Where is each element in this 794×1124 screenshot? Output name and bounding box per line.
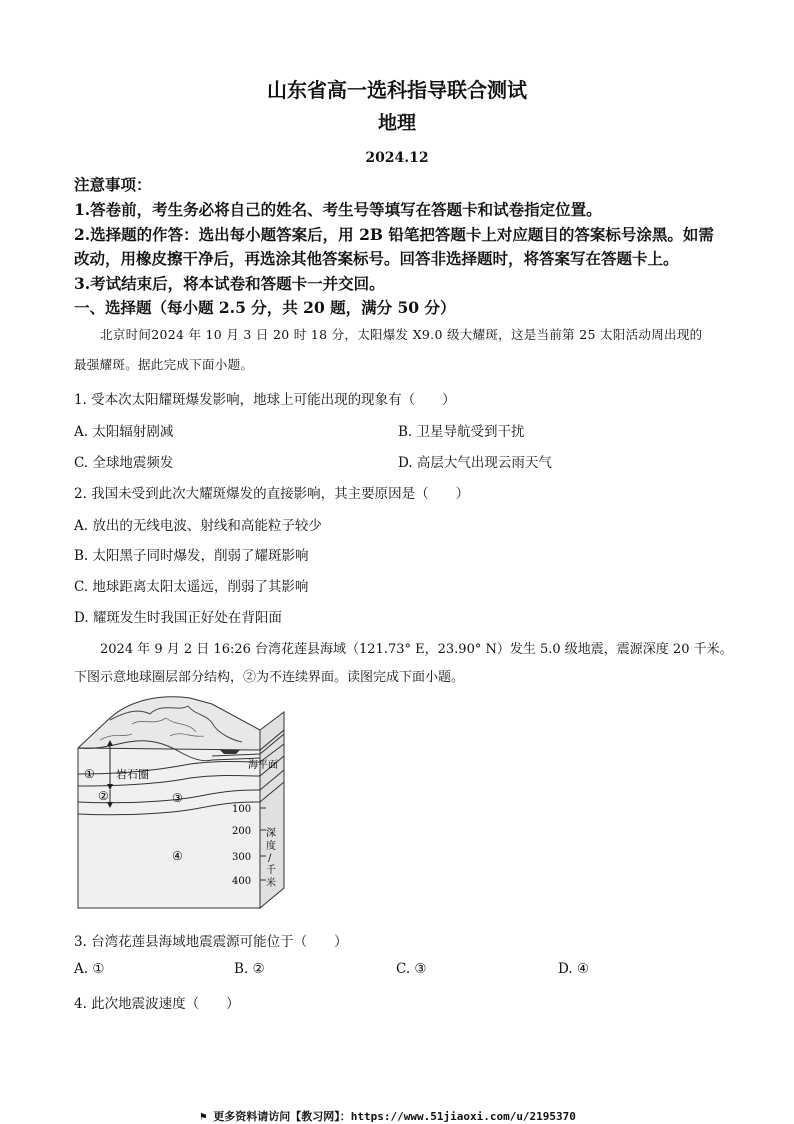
question-2-option-a: A. 放出的无线电波、射线和高能粒子较少 xyxy=(74,518,322,534)
question-1-option-b: B. 卫星导航受到干扰 xyxy=(398,424,525,440)
depth-axis-char-5: 米 xyxy=(266,878,276,889)
figure-label-1: ① xyxy=(84,767,95,781)
depth-tick-300: 300 xyxy=(232,852,252,863)
question-4-stem: 4. 此次地震波速度（ ） xyxy=(74,996,240,1012)
question-1-stem: 1. 受本次太阳耀斑爆发影响，地球上可能出现的现象有（ ） xyxy=(74,392,456,408)
question-3-stem: 3. 台湾花莲县海域地震震源可能位于（ ） xyxy=(74,934,348,950)
depth-tick-200: 200 xyxy=(232,826,252,837)
question-1-option-d: D. 高层大气出现云雨天气 xyxy=(398,455,552,471)
flag-icon: ⚑ xyxy=(200,1110,214,1123)
notes-item-2-line-2: 改动，用橡皮擦干净后，再选涂其他答案标号。回答非选择题时，将答案写在答题卡上。 xyxy=(74,249,679,268)
figure-label-4: ④ xyxy=(172,849,183,863)
question-3-option-d: D. ④ xyxy=(558,961,590,977)
exam-date: 2024.12 xyxy=(365,150,429,166)
depth-axis-char-3: / xyxy=(268,853,272,864)
depth-axis-char-1: 深 xyxy=(266,828,276,839)
question-2-stem: 2. 我国未受到此次大耀斑爆发的直接影响，其主要原因是（ ） xyxy=(74,486,470,502)
depth-axis-char-2: 度 xyxy=(266,841,276,852)
depth-tick-100: 100 xyxy=(232,804,252,815)
question-2-option-d: D. 耀斑发生时我国正好处在背阳面 xyxy=(74,610,282,626)
passage-1-line-1: 北京时间2024 年 10 月 3 日 20 时 18 分，太阳爆发 X9.0 级大耀斑，这是当前第 25 太阳活动周出现的 xyxy=(100,327,703,342)
notes-item-3: 3.考试结束后，将本试卷和答题卡一并交回。 xyxy=(74,274,385,293)
footer-text: 更多资料请访问【教习网】：https://www.51jiaoxi.com/u/2195370 xyxy=(213,1110,576,1123)
footer-link[interactable] xyxy=(200,1108,576,1124)
figure-label-sea-level: 海平面 xyxy=(248,760,278,771)
section-1-heading: 一、选择题（每小题 2.5 分，共 20 题，满分 50 分） xyxy=(74,298,456,317)
exam-subject: 地理 xyxy=(377,112,416,134)
question-1-option-a: A. 太阳辐射剧减 xyxy=(74,424,174,440)
question-2-option-c: C. 地球距离太阳太遥远，削弱了其影响 xyxy=(74,579,309,595)
notes-heading: 注意事项： xyxy=(74,175,152,194)
exam-title: 山东省高一选科指导联合测试 xyxy=(267,78,527,102)
passage-2-line-1: 2024 年 9 月 2 日 16:26 台湾花莲县海域（121.73° E，23.90° N）发生 5.0 级地震，震源深度 20 千米。 xyxy=(100,642,733,657)
notes-item-2-line-1: 2.选择题的作答：选出每小题答案后，用 2B 铅笔把答题卡上对应题目的答案标号涂黑。如需 xyxy=(74,225,714,244)
question-1-option-c: C. 全球地震频发 xyxy=(74,455,174,471)
notes-item-1: 1.答卷前，考生务必将自己的姓名、考生号等填写在答题卡和试卷指定位置。 xyxy=(74,200,602,219)
question-2-option-b: B. 太阳黑子同时爆发，削弱了耀斑影响 xyxy=(74,548,309,564)
question-3-option-b: B. ② xyxy=(234,961,265,977)
passage-1-line-2: 最强耀斑。据此完成下面小题。 xyxy=(74,357,254,372)
figure-label-lithosphere: 岩石圈 xyxy=(116,768,149,781)
depth-axis-char-4: 千 xyxy=(266,865,276,876)
question-3-option-a: A. ① xyxy=(74,961,105,977)
earth-layers-diagram xyxy=(70,690,300,920)
figure-label-3: ③ xyxy=(172,791,183,805)
depth-tick-400: 400 xyxy=(232,876,252,887)
figure-label-2: ② xyxy=(98,789,109,803)
passage-2-line-2: 下图示意地球圈层部分结构，②为不连续界面。读图完成下面小题。 xyxy=(74,670,465,685)
question-3-option-c: C. ③ xyxy=(396,961,427,977)
